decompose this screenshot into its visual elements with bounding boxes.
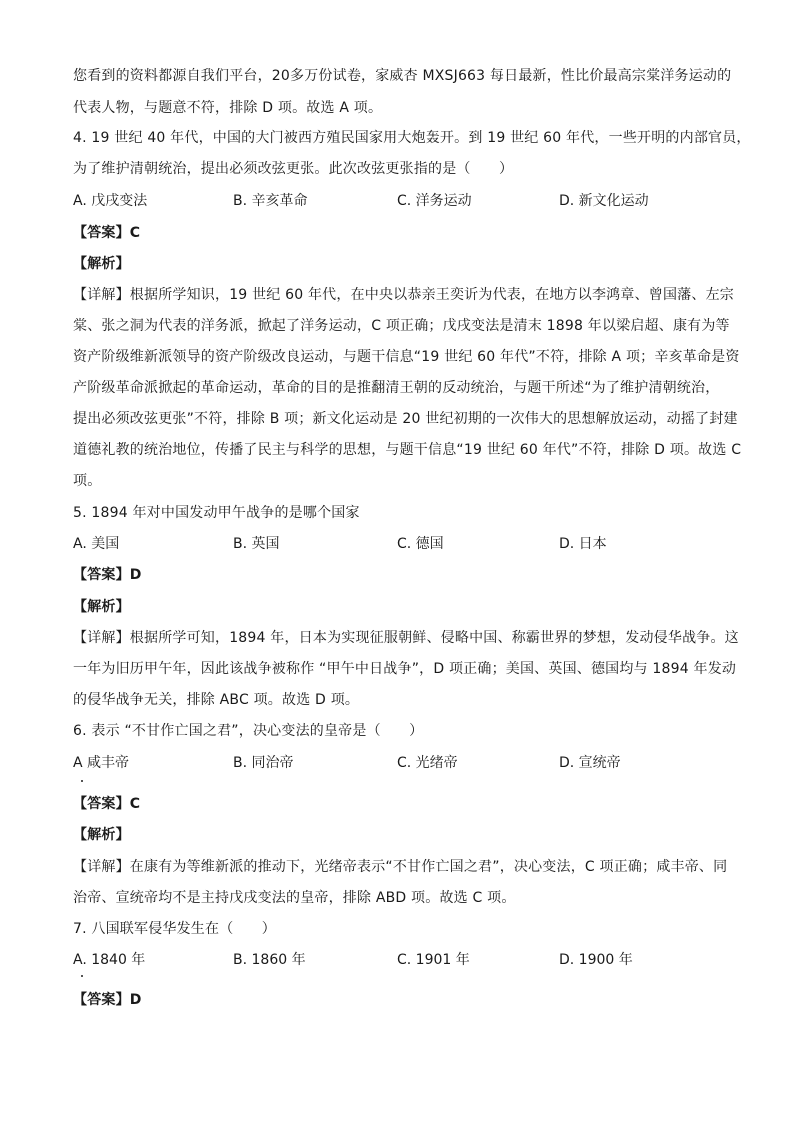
- q4-detail-line-2: 棠、张之洞为代表的洋务派，掀起了洋务运动，C 项正确；戊戌变法是清末 1898 年以梁启超、康有为等: [73, 318, 730, 334]
- q5-detail-line-3: 的侵华战争无关，排除 ABC 项。故选 D 项。: [73, 692, 360, 708]
- q4-answer: 【答案】C: [73, 225, 141, 241]
- q5-answer: 【答案】D: [73, 567, 142, 583]
- q4-analysis-label: 【解析】: [73, 256, 130, 272]
- q7-stem: 7. 八国联军侵华发生在（ ）: [73, 921, 277, 937]
- q7-option-c: C. 1901 年: [397, 952, 470, 968]
- q4-option-b: B. 辛亥革命: [233, 193, 308, 209]
- q4-option-a: A. 戊戌变法: [73, 193, 148, 209]
- q6-option-d: D. 宣统帝: [559, 755, 621, 771]
- intro-line-1: 您看到的资料都源自我们平台，20多万份试卷，家威杏 MXSJ663 每日最新，性比价最高宗棠洋务运动的: [73, 68, 732, 84]
- q5-option-c: C. 德国: [397, 536, 444, 552]
- intro-line-2: 代表人物，与题意不符，排除 D 项。故选 A 项。: [73, 100, 383, 116]
- q6-option-c: C. 光绪帝: [397, 755, 458, 771]
- q5-stem: 5. 1894 年对中国发动甲午战争的是哪个国家: [73, 505, 360, 521]
- q6-option-a: A 咸丰帝: [73, 755, 130, 771]
- q4-detail-line-5: 提出必须改弦更张”不符，排除 B 项；新文化运动是 20 世纪初期的一次伟大的思想解放运动，动摇了封建: [73, 411, 738, 427]
- q6-answer: 【答案】C: [73, 796, 141, 812]
- q4-detail-line-6: 道德礼教的统治地位，传播了民主与科学的思想，与题干信息“19 世纪 60 年代”不符，排除 D 项。故选 C: [73, 442, 742, 458]
- q7-option-d: D. 1900 年: [559, 952, 633, 968]
- q4-stem-line-1: 4. 19 世纪 40 年代，中国的大门被西方殖民国家用大炮轰开。到 19 世纪 60 年代，一些开明的内部官员，: [73, 130, 751, 146]
- q4-detail-line-7: 项。: [73, 473, 102, 489]
- q5-option-a: A. 美国: [73, 536, 120, 552]
- q4-detail-line-1: 【详解】根据所学知识，19 世纪 60 年代，在中央以恭亲王奕䜣为代表，在地方以李鸿章、曾国藩、左宗: [73, 287, 734, 303]
- q6-detail-line-2: 治帝、宣统帝均不是主持戊戌变法的皇帝，排除 ABD 项。故选 C 项。: [73, 890, 516, 906]
- q5-detail-line-2: 一年为旧历甲午年，因此该战争被称作 “甲午中日战争”，D 项正确；美国、英国、德国均与 1894 年发动: [73, 661, 737, 677]
- q4-detail-line-4: 产阶级革命派掀起的革命运动，革命的目的是推翻清王朝的反动统治，与题干所述“为了维护清朝统治，: [73, 380, 720, 396]
- q6-option-b: B. 同治帝: [233, 755, 294, 771]
- q4-option-c: C. 洋务运动: [397, 193, 472, 209]
- q7-option-b: B. 1860 年: [233, 952, 306, 968]
- q4-detail-line-3: 资产阶级维新派领导的资产阶级改良运动，与题干信息“19 世纪 60 年代”不符，排除 A 项；辛亥革命是资: [73, 349, 740, 365]
- q4-option-d: D. 新文化运动: [559, 193, 649, 209]
- q4-stem-line-2: 为了维护清朝统治，提出必须改弦更张。此次改弦更张指的是（ ）: [73, 161, 514, 177]
- stray-dot-mark: [81, 780, 83, 782]
- q6-analysis-label: 【解析】: [73, 827, 130, 843]
- q7-answer: 【答案】D: [73, 992, 142, 1008]
- q6-stem: 6. 表示 “不甘作亡国之君”，决心变法的皇帝是（ ）: [73, 723, 424, 739]
- q7-option-a: A. 1840 年: [73, 952, 146, 968]
- stray-dot-mark: [81, 975, 83, 977]
- q5-analysis-label: 【解析】: [73, 599, 130, 615]
- q5-option-b: B. 英国: [233, 536, 280, 552]
- q5-detail-line-1: 【详解】根据所学可知，1894 年，日本为实现征服朝鲜、侵略中国、称霸世界的梦想，发动侵华战争。这: [73, 630, 739, 646]
- q5-option-d: D. 日本: [559, 536, 607, 552]
- q6-detail-line-1: 【详解】在康有为等维新派的推动下，光绪帝表示“不甘作亡国之君”，决心变法，C 项正确；咸丰帝、同: [73, 859, 728, 875]
